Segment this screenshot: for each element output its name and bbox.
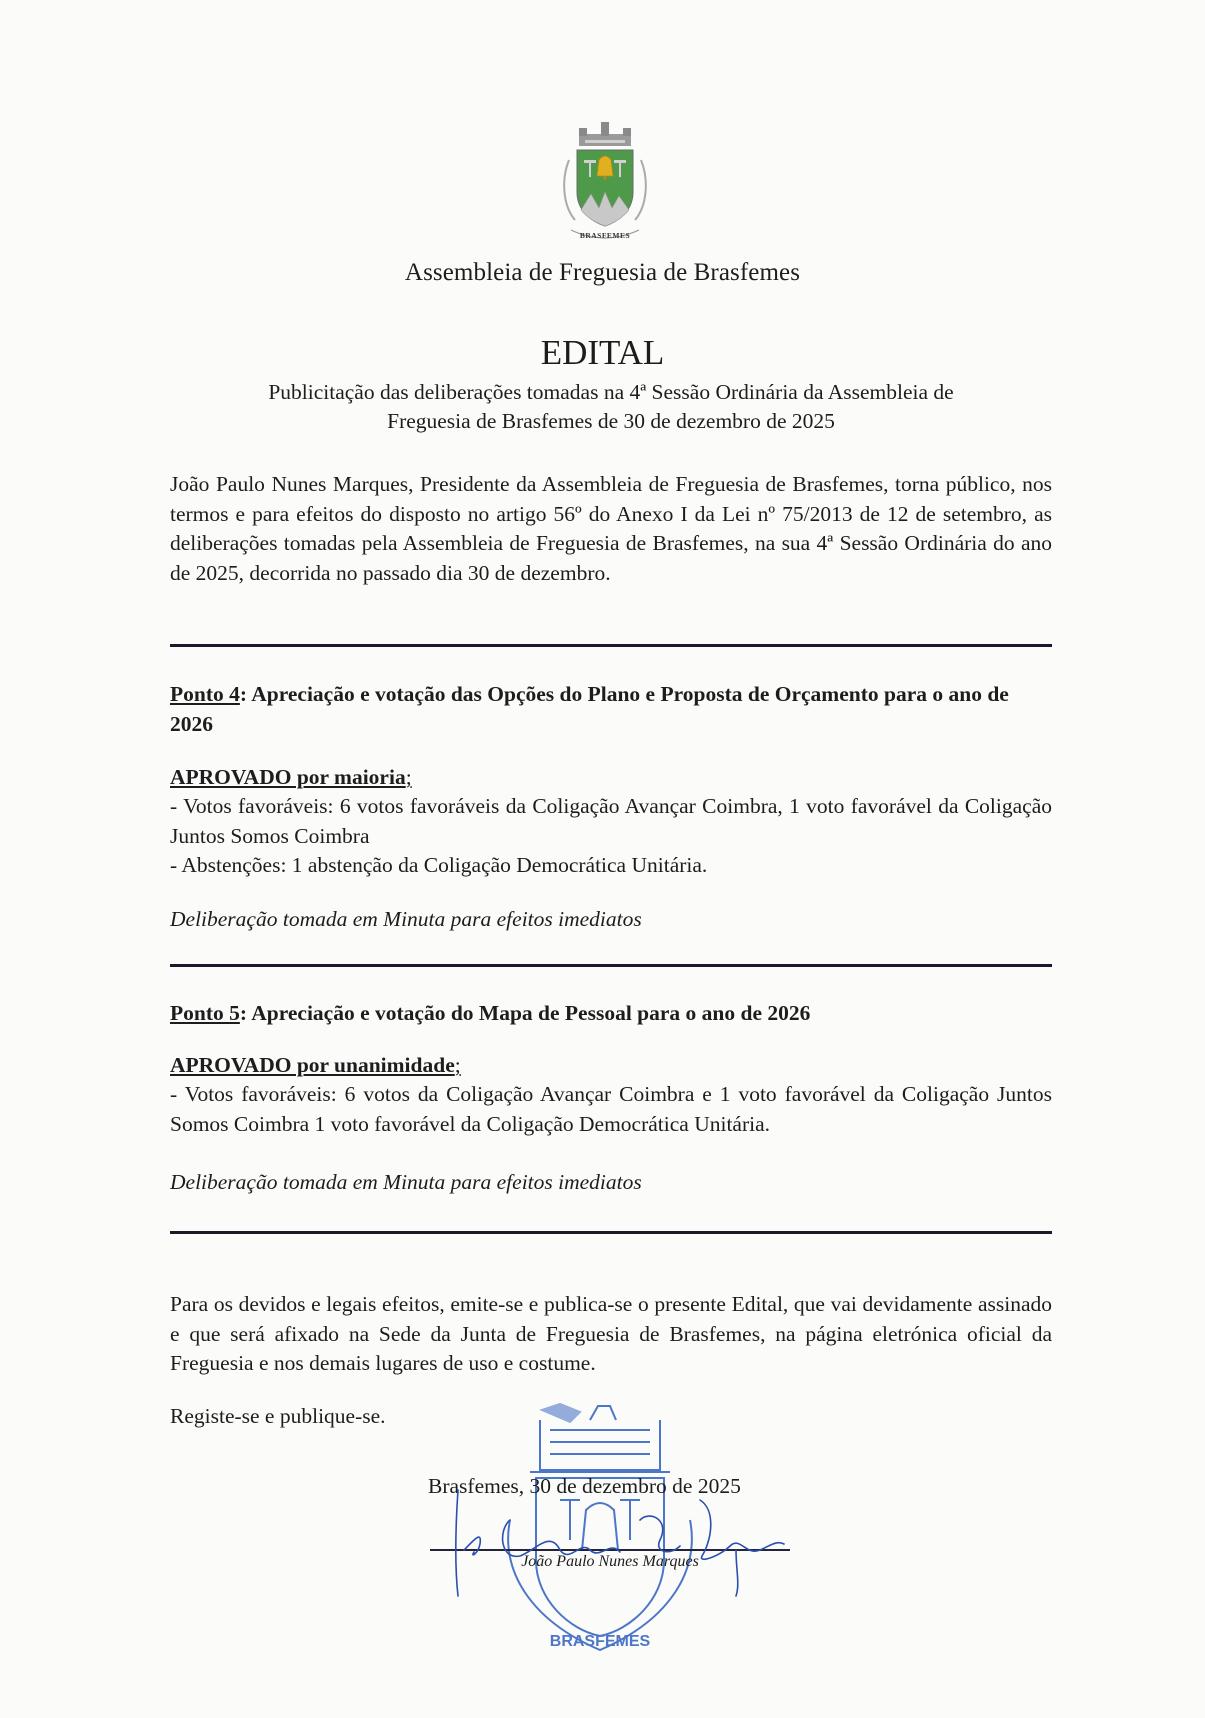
vote-line: - Votos favoráveis: 6 votos favoráveis da Coligação Avançar Coimbra, 1 voto favorável da Coligação Juntos Somos Coimbra [170, 794, 1052, 848]
place-and-date: Brasfemes, 30 de dezembro de 2025 [428, 1474, 741, 1498]
vote-details [170, 1080, 1052, 1139]
agenda-item-heading-4 [170, 679, 1052, 739]
vote-details [170, 792, 1052, 881]
approval-status-text: APROVADO por maioria [170, 765, 406, 789]
approval-status-text: APROVADO por unanimidade [170, 1053, 455, 1077]
deliberation-note: Deliberação tomada em Minuta para efeitos imediatos [170, 907, 642, 931]
closing-paragraph: Para os devidos e legais efeitos, emite-se e publica-se o presente Edital, que vai devidamente assinado e que será afixado na Sede da Junta de Freguesia de Brasfemes, na página eletrónica oficial da Freguesia e nos demais lugares de uso e costume. [170, 1292, 1052, 1375]
section-divider [170, 1231, 1052, 1234]
approval-status-suffix: ; [454, 1053, 461, 1077]
signatory-name: João Paulo Nunes Marques [521, 1553, 699, 1570]
agenda-item-title: : Apreciação e votação do Mapa de Pessoal para o ano de 2026 [239, 1001, 811, 1025]
document-subtitle [170, 378, 1052, 436]
agenda-item-title: : Apreciação e votação das Opções do Plano e Proposta de Orçamento para o ano de 2026 [170, 682, 1009, 736]
coat-of-arms-icon [555, 120, 655, 248]
register-statement: Registe-se e publique-se. [170, 1404, 386, 1428]
svg-text:BRASFEMES: BRASFEMES [579, 231, 631, 240]
agenda-item-label: Ponto 4 [170, 682, 240, 706]
approval-status-suffix: ; [405, 765, 412, 789]
section-divider [170, 964, 1052, 967]
deliberation-note: Deliberação tomada em Minuta para efeitos imediatos [170, 1170, 642, 1194]
approval-status [170, 1053, 461, 1078]
subtitle-line-1: Publicitação das deliberações tomadas na 4ª Sessão Ordinária da Assembleia de [268, 380, 954, 404]
stamp-label: BRASFEMES [549, 1633, 651, 1650]
document-title: EDITAL [540, 333, 665, 372]
agenda-item-heading-5 [170, 998, 1052, 1028]
subtitle-line-2: Freguesia de Brasfemes de 30 de dezembro de 2025 [387, 409, 835, 433]
section-divider [170, 644, 1052, 647]
organization-name: Assembleia de Freguesia de Brasfemes [404, 259, 801, 286]
vote-line: - Abstenções: 1 abstenção da Coligação Democrática Unitária. [170, 853, 708, 877]
handwritten-signature-icon [440, 1480, 800, 1600]
vote-line: - Votos favoráveis: 6 votos da Coligação Avançar Coimbra e 1 voto favorável da Coligação Juntos Somos Coimbra 1 voto favorável da Coligação Democrática Unitária. [170, 1082, 1052, 1136]
approval-status [170, 765, 412, 790]
agenda-item-label: Ponto 5 [170, 1001, 240, 1025]
intro-paragraph: João Paulo Nunes Marques, Presidente da Assembleia de Freguesia de Brasfemes, torna público, nos termos e para efeitos do disposto no artigo 56º do Anexo I da Lei nº 75/2013 de 12 de setembro, as deliberações tomadas pela Assembleia de Freguesia de Brasfemes, na sua 4ª Sessão Ordinária do ano de 2025, decorrida no passado dia 30 de dezembro. [170, 472, 1052, 585]
